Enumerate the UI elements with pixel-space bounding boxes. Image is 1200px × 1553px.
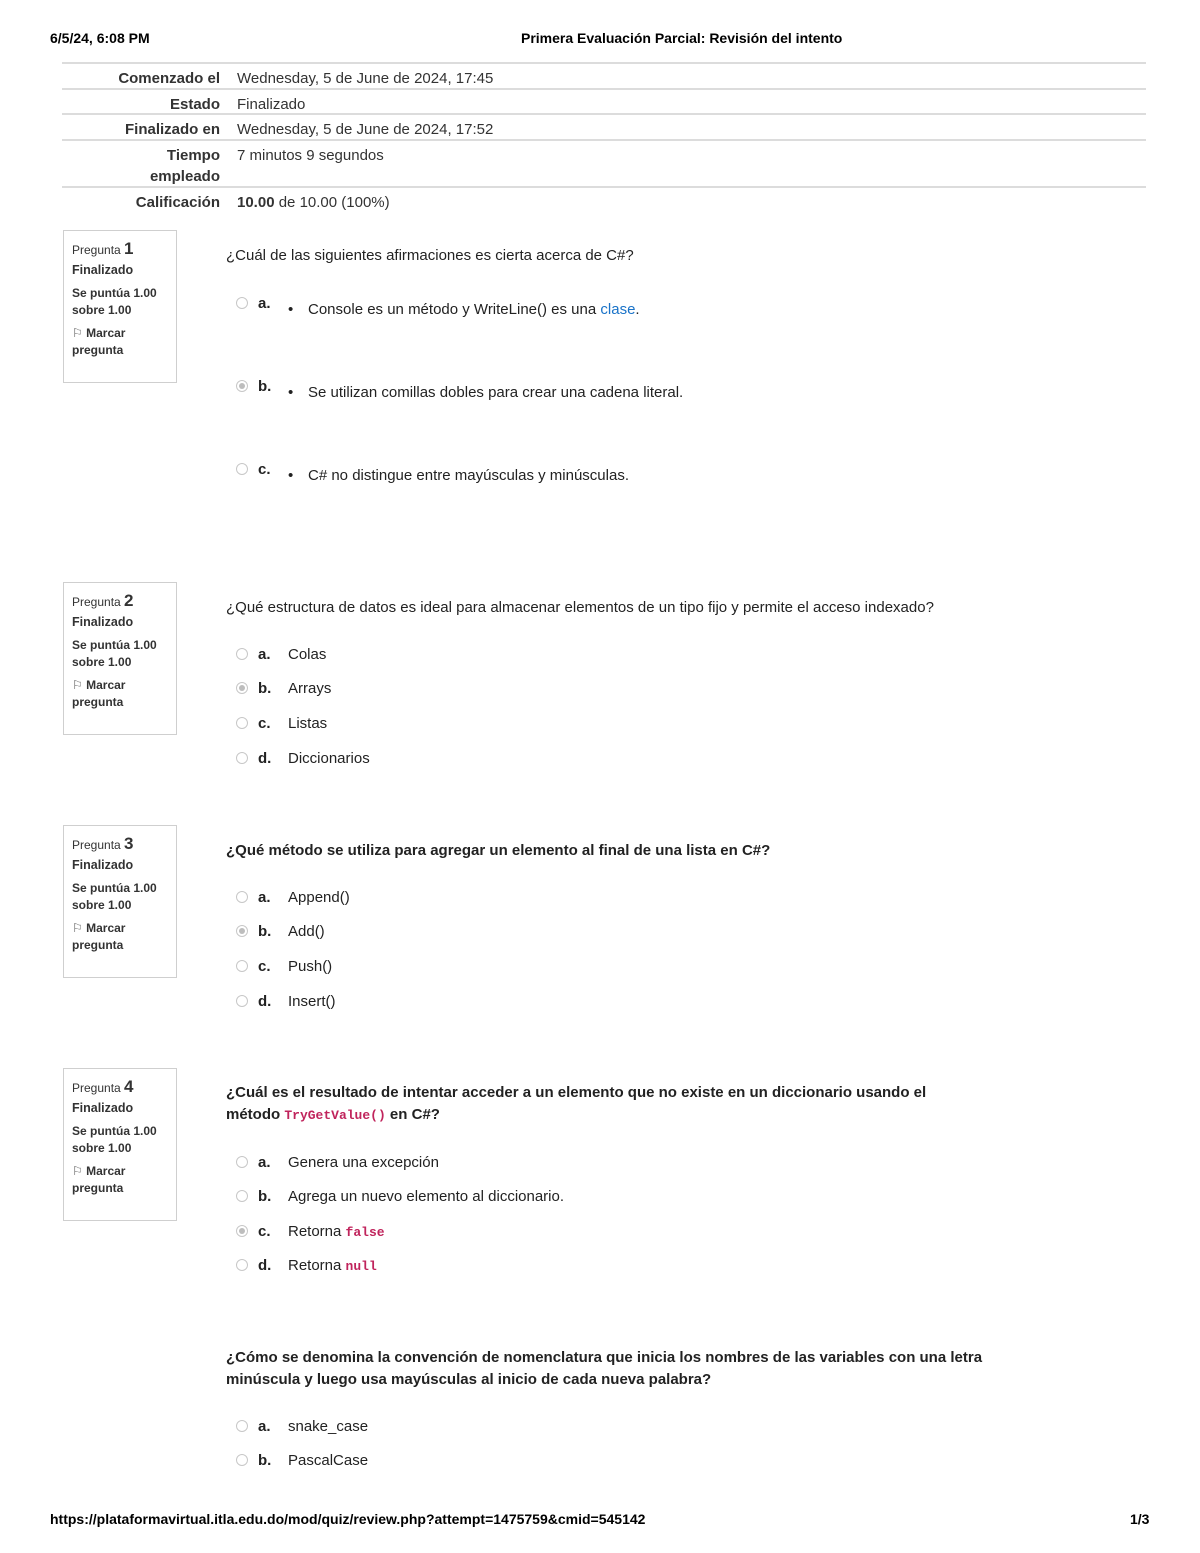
flag-question-link[interactable] bbox=[72, 920, 168, 954]
summary-row-time bbox=[62, 139, 1146, 188]
question-5-text-line1: ¿Cómo se denomina la convención de nomenclatura que inicia los nombres de las variables con una letra bbox=[226, 1349, 983, 1366]
flag-question-link[interactable] bbox=[72, 677, 168, 711]
flag-label-line2: pregunta bbox=[72, 938, 124, 952]
grade-label: Calificación bbox=[135, 194, 220, 211]
option-text: Append() bbox=[288, 889, 350, 906]
option-text: Push() bbox=[288, 958, 333, 975]
option-text bbox=[288, 1222, 385, 1243]
question-grade-line2: sobre 1.00 bbox=[72, 655, 132, 669]
summary-row-started bbox=[62, 62, 1146, 90]
radio-button[interactable] bbox=[236, 1454, 248, 1466]
radio-button[interactable] bbox=[236, 891, 248, 903]
option-letter: a. bbox=[258, 295, 271, 312]
radio-button-selected[interactable] bbox=[236, 925, 248, 937]
flag-icon: ⚐ bbox=[72, 678, 83, 692]
question-4-text-line2b: en C#? bbox=[385, 1106, 440, 1123]
question-info-4 bbox=[63, 1068, 177, 1221]
question-state: Finalizado bbox=[72, 1101, 134, 1115]
option-text: PascalCase bbox=[288, 1452, 369, 1469]
question-3-text: ¿Qué método se utiliza para agregar un elemento al final de una lista en C#? bbox=[226, 842, 771, 859]
question-number-label: Pregunta bbox=[72, 1081, 121, 1095]
radio-button-selected[interactable] bbox=[236, 682, 248, 694]
radio-button[interactable] bbox=[236, 648, 248, 660]
option-letter: a. bbox=[258, 889, 271, 906]
flag-label-line1: Marcar bbox=[86, 1164, 126, 1178]
question-state: Finalizado bbox=[72, 858, 134, 872]
option-letter: c. bbox=[258, 958, 271, 975]
question-4-text-line2a: método bbox=[226, 1106, 285, 1123]
page-url: https://plataformavirtual.itla.edu.do/mod/quiz/review.php?attempt=1475759&cmid=545142 bbox=[50, 1511, 646, 1527]
option-letter: c. bbox=[258, 1223, 271, 1240]
question-number-value: 2 bbox=[124, 591, 134, 610]
flag-question-link[interactable] bbox=[72, 1163, 168, 1197]
summary-row-finished bbox=[62, 113, 1146, 141]
radio-button[interactable] bbox=[236, 752, 248, 764]
option-text: Se utilizan comillas dobles para crear una cadena literal. bbox=[308, 384, 684, 401]
time-label-line1: Tiempo bbox=[166, 147, 220, 164]
flag-icon: ⚐ bbox=[72, 921, 83, 935]
radio-button[interactable] bbox=[236, 297, 248, 309]
question-number-value: 1 bbox=[124, 239, 134, 258]
radio-button[interactable] bbox=[236, 1190, 248, 1202]
question-grade bbox=[72, 880, 168, 914]
option-letter: d. bbox=[258, 750, 272, 767]
bullet-icon: • bbox=[288, 384, 294, 401]
finished-label: Finalizado en bbox=[124, 121, 220, 138]
radio-button-selected[interactable] bbox=[236, 380, 248, 392]
time-value: 7 minutos 9 segundos bbox=[237, 147, 384, 164]
question-info-2 bbox=[63, 582, 177, 735]
option-letter: c. bbox=[258, 461, 271, 478]
flag-label-line2: pregunta bbox=[72, 695, 124, 709]
question-state: Finalizado bbox=[72, 615, 134, 629]
question-number-label: Pregunta bbox=[72, 595, 121, 609]
question-number-label: Pregunta bbox=[72, 838, 121, 852]
grade-value bbox=[237, 192, 390, 213]
state-label: Estado bbox=[169, 96, 220, 113]
page-title: Primera Evaluación Parcial: Revisión del intento bbox=[521, 30, 843, 46]
radio-button[interactable] bbox=[236, 463, 248, 475]
question-4-code: TryGetValue() bbox=[284, 1108, 386, 1123]
option-letter: a. bbox=[258, 1418, 271, 1435]
flag-label-line1: Marcar bbox=[86, 326, 126, 340]
option-text-main: Retorna bbox=[288, 1223, 346, 1240]
grade-rest: de 10.00 (100%) bbox=[278, 194, 390, 211]
question-5-text bbox=[226, 1347, 1106, 1391]
option-text: Arrays bbox=[288, 680, 332, 697]
question-info-1 bbox=[63, 230, 177, 383]
flag-label-line1: Marcar bbox=[86, 678, 126, 692]
option-text-end: . bbox=[635, 301, 640, 318]
question-grade-line1: Se puntúa 1.00 bbox=[72, 286, 157, 300]
bullet-icon: • bbox=[288, 467, 294, 484]
option-code: null bbox=[345, 1259, 377, 1274]
question-number bbox=[72, 591, 168, 611]
option-text: Genera una excepción bbox=[288, 1154, 439, 1171]
option-letter: d. bbox=[258, 1257, 272, 1274]
option-letter: a. bbox=[258, 646, 271, 663]
question-number bbox=[72, 239, 168, 259]
flag-question-link[interactable] bbox=[72, 325, 168, 359]
print-datetime: 6/5/24, 6:08 PM bbox=[50, 30, 150, 46]
option-text: Colas bbox=[288, 646, 327, 663]
question-state: Finalizado bbox=[72, 263, 134, 277]
option-letter: b. bbox=[258, 1452, 272, 1469]
question-grade bbox=[72, 285, 168, 319]
time-label bbox=[62, 145, 220, 187]
question-5-text-line2: minúscula y luego usa mayúsculas al inicio de cada nueva palabra? bbox=[226, 1371, 712, 1388]
summary-row-state bbox=[62, 88, 1146, 115]
time-label-line2: empleado bbox=[149, 168, 220, 185]
radio-button[interactable] bbox=[236, 995, 248, 1007]
option-letter: b. bbox=[258, 378, 272, 395]
state-value: Finalizado bbox=[237, 96, 306, 113]
radio-button[interactable] bbox=[236, 1259, 248, 1271]
option-code: false bbox=[345, 1225, 385, 1240]
question-number bbox=[72, 1077, 168, 1097]
page-number: 1/3 bbox=[1130, 1511, 1150, 1527]
question-2-text: ¿Qué estructura de datos es ideal para almacenar elementos de un tipo fijo y permite el acceso indexado? bbox=[226, 599, 934, 616]
started-value: Wednesday, 5 de June de 2024, 17:45 bbox=[237, 70, 494, 87]
option-text-main: Console es un método y WriteLine() es una bbox=[308, 301, 601, 318]
option-letter: b. bbox=[258, 1188, 272, 1205]
option-text: Listas bbox=[288, 715, 328, 732]
flag-icon: ⚐ bbox=[72, 326, 83, 340]
radio-button[interactable] bbox=[236, 1156, 248, 1168]
question-grade-line1: Se puntúa 1.00 bbox=[72, 881, 157, 895]
grade-score: 10.00 bbox=[237, 194, 275, 211]
bullet-icon: • bbox=[288, 301, 294, 318]
radio-button[interactable] bbox=[236, 960, 248, 972]
question-grade-line2: sobre 1.00 bbox=[72, 303, 132, 317]
option-letter: c. bbox=[258, 715, 271, 732]
question-grade-line2: sobre 1.00 bbox=[72, 1141, 132, 1155]
question-grade bbox=[72, 1123, 168, 1157]
question-grade-line2: sobre 1.00 bbox=[72, 898, 132, 912]
option-text bbox=[288, 1256, 377, 1277]
question-grade-line1: Se puntúa 1.00 bbox=[72, 638, 157, 652]
option-text: C# no distingue entre mayúsculas y minúsculas. bbox=[308, 467, 629, 484]
question-info-3 bbox=[63, 825, 177, 978]
radio-button[interactable] bbox=[236, 1420, 248, 1432]
started-label: Comenzado el bbox=[118, 70, 220, 87]
option-text: Diccionarios bbox=[288, 750, 370, 767]
question-grade-line1: Se puntúa 1.00 bbox=[72, 1124, 157, 1138]
question-4-text-line1: ¿Cuál es el resultado de intentar acceder a un elemento que no existe en un diccionario usando el bbox=[226, 1084, 927, 1101]
summary-row-grade bbox=[62, 186, 1146, 214]
option-text: snake_case bbox=[288, 1418, 369, 1435]
option-letter: d. bbox=[258, 993, 272, 1010]
question-number bbox=[72, 834, 168, 854]
flag-label-line1: Marcar bbox=[86, 921, 126, 935]
option-letter: b. bbox=[258, 680, 272, 697]
flag-label-line2: pregunta bbox=[72, 1181, 124, 1195]
question-4-text bbox=[226, 1082, 1106, 1127]
flag-icon: ⚐ bbox=[72, 1164, 83, 1178]
radio-button[interactable] bbox=[236, 717, 248, 729]
clase-link[interactable]: clase bbox=[600, 301, 636, 318]
question-grade bbox=[72, 637, 168, 671]
question-1-text: ¿Cuál de las siguientes afirmaciones es cierta acerca de C#? bbox=[226, 247, 634, 264]
flag-label-line2: pregunta bbox=[72, 343, 124, 357]
option-text: Add() bbox=[288, 923, 325, 940]
radio-button-selected[interactable] bbox=[236, 1225, 248, 1237]
question-number-value: 3 bbox=[124, 834, 134, 853]
option-text: Agrega un nuevo elemento al diccionario. bbox=[288, 1188, 565, 1205]
option-text: Insert() bbox=[288, 993, 336, 1010]
finished-value: Wednesday, 5 de June de 2024, 17:52 bbox=[237, 121, 494, 138]
option-text-main: Retorna bbox=[288, 1257, 346, 1274]
option-text bbox=[308, 300, 640, 320]
option-letter: b. bbox=[258, 923, 272, 940]
option-letter: a. bbox=[258, 1154, 271, 1171]
question-number-label: Pregunta bbox=[72, 243, 121, 257]
question-number-value: 4 bbox=[124, 1077, 134, 1096]
